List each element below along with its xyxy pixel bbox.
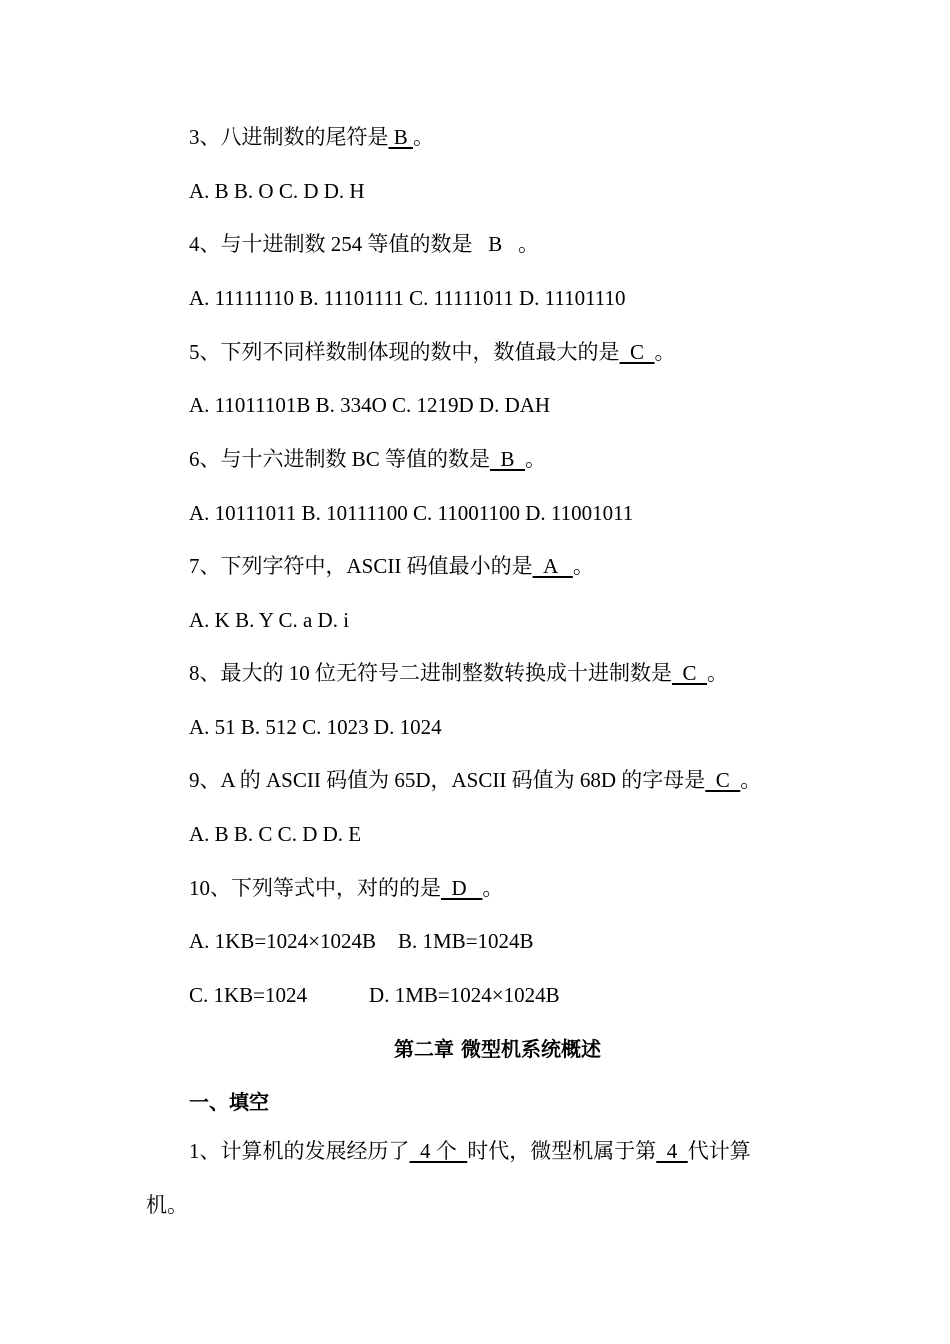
answer-blank: B (388, 125, 414, 149)
question-6-options: A. 10111011 B. 10111100 C. 11001100 D. 11001011 (189, 501, 634, 525)
question-text: 9、A 的 ASCII 码值为 65D，ASCII 码值为 68D 的字母是 (189, 768, 706, 792)
question-8 (189, 659, 728, 687)
question-text: 10、下列等式中，对的的是 (189, 876, 441, 900)
question-text: 5、下列不同样数制体现的数中，数值最大的是 (189, 340, 620, 364)
answer-blank: B (490, 447, 526, 471)
option-b: B. 1MB=1024B (398, 929, 534, 953)
question-3-options: A. B B. O C. D D. H (189, 179, 365, 203)
question-9-options: A. B B. C C. D D. E (189, 822, 362, 846)
question-4-options: A. 11111110 B. 11101111 C. 11111011 D. 11101110 (189, 286, 626, 310)
chapter-title: 第二章 微型机系统概述 (394, 1037, 601, 1061)
question-text: 4、与十进制数 254 等值的数是 (189, 232, 473, 256)
answer-blank: 4 个 (409, 1139, 468, 1163)
question-6 (189, 445, 546, 473)
question-10-options-row1 (189, 927, 534, 955)
punct: 。 (707, 661, 729, 685)
question-text: 1、计算机的发展经历了 (189, 1139, 410, 1163)
question-7-options: A. K B. Y C. a D. i (189, 608, 350, 632)
question-10-options-row2 (189, 981, 560, 1009)
option-d: D. 1MB=1024×1024B (369, 983, 560, 1007)
answer-blank: 4 (656, 1139, 688, 1163)
question-text: 时代，微型机属于第 (467, 1139, 657, 1163)
punct: 。 (572, 554, 594, 578)
answer-blank: B (472, 232, 519, 256)
question-text: 代计算 (687, 1139, 751, 1163)
question-4 (189, 230, 539, 258)
punct: 。 (654, 340, 676, 364)
question-text: 3、八进制数的尾符是 (189, 125, 389, 149)
answer-blank: C (672, 661, 708, 685)
fill-question-1 (189, 1137, 809, 1165)
question-text: 6、与十六进制数 BC 等值的数是 (189, 447, 491, 471)
question-9 (189, 766, 761, 794)
question-10 (189, 874, 503, 902)
punct: 。 (740, 768, 762, 792)
answer-blank: C (705, 768, 741, 792)
answer-blank: C (619, 340, 655, 364)
punct: 。 (518, 232, 540, 256)
punct: 。 (482, 876, 504, 900)
punct: 。 (525, 447, 547, 471)
fill-question-1-continued: 机。 (146, 1193, 188, 1217)
question-5-options: A. 11011101B B. 334O C. 1219D D. DAH (189, 393, 551, 417)
option-c: C. 1KB=1024 (189, 983, 308, 1007)
question-3 (189, 123, 434, 151)
option-a: A. 1KB=1024×1024B (189, 929, 377, 953)
question-5 (189, 338, 676, 366)
question-8-options: A. 51 B. 512 C. 1023 D. 1024 (189, 715, 442, 739)
section-title: 一、填空 (189, 1090, 269, 1114)
punct: 。 (413, 125, 435, 149)
question-text: 8、最大的 10 位无符号二进制整数转换成十进制数是 (189, 661, 672, 685)
question-text: 7、下列字符中，ASCII 码值最小的是 (189, 554, 533, 578)
question-7 (189, 552, 594, 580)
answer-blank: D (441, 876, 483, 900)
answer-blank: A (532, 554, 573, 578)
